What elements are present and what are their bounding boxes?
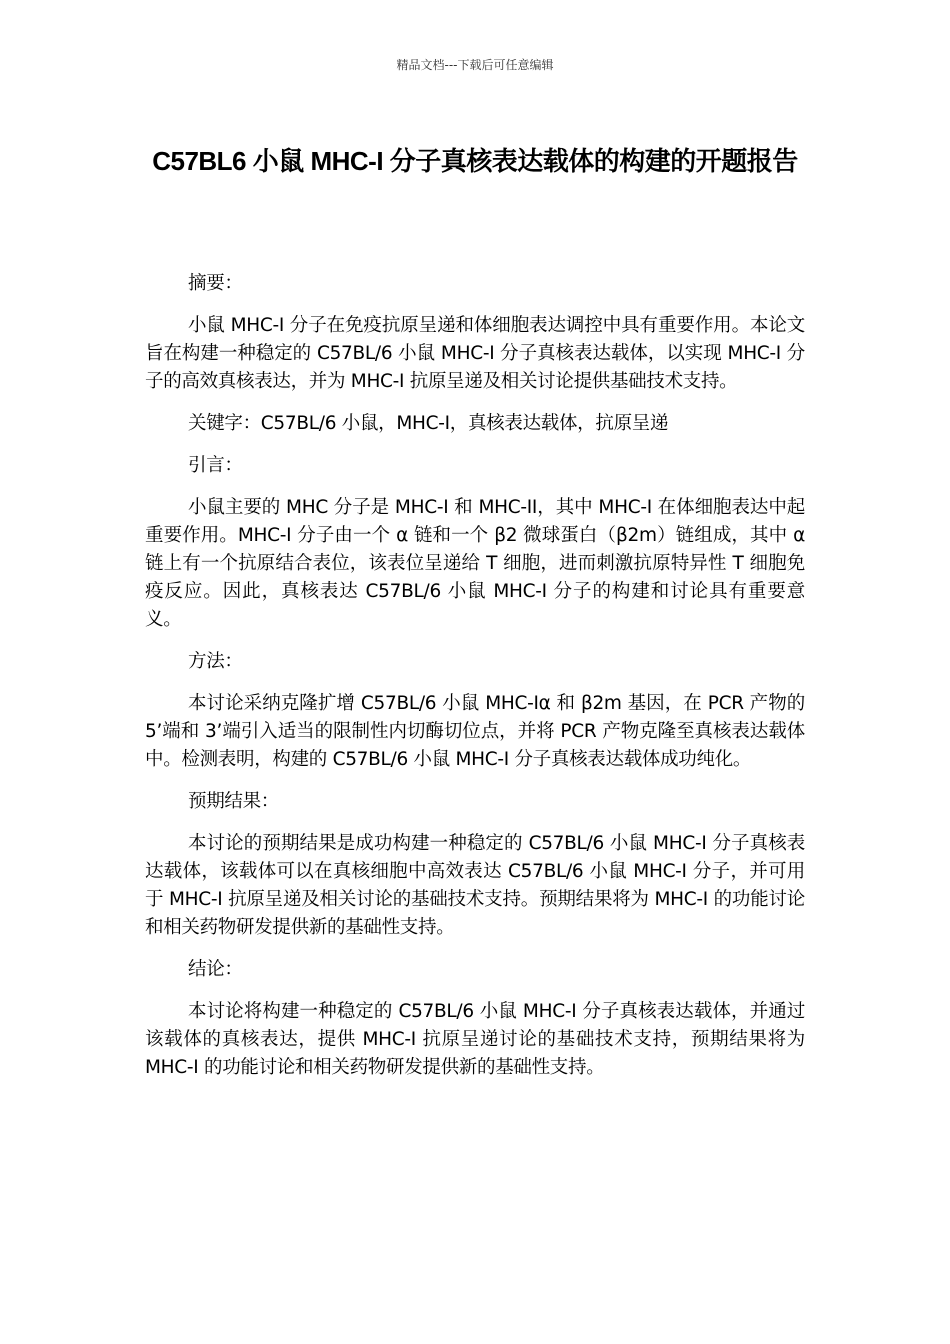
conclusion-paragraph: 本讨论将构建一种稳定的 C57BL/6 小鼠 MHC-I 分子真核表达载体，并通过该载体的真核表达，提供 MHC-I 抗原呈递讨论的基础技术支持，预期结果将为 MHC-I 的功能讨论和相关药物研发提供新的基础性支持。 (145, 1001, 805, 1078)
introduction-paragraph: 小鼠主要的 MHC 分子是 MHC-I 和 MHC-II，其中 MHC-I 在体细胞表达中起重要作用。MHC-I 分子由一个 α 链和一个 β2 微球蛋白（β2m）链组成，其中 α 链上有一个抗原结合表位，该表位呈递给 T 细胞，进而刺激抗原特异性 T 细胞免疫反应。因此，真核表达 C57BL/6 小鼠 MHC-I 分子的构建和讨论具有重要意义。 (145, 497, 805, 630)
conclusion-heading: 结论： (188, 959, 243, 980)
document-title: C57BL6 小鼠 MHC-I 分子真核表达载体的构建的开题报告 (152, 146, 798, 176)
abstract-paragraph: 小鼠 MHC-I 分子在免疫抗原呈递和体细胞表达调控中具有重要作用。本论文旨在构建一种稳定的 C57BL/6 小鼠 MHC-I 分子真核表达载体，以实现 MHC-I 分子的高效真核表达，并为 MHC-I 抗原呈递及相关讨论提供基础技术支持。 (145, 315, 805, 392)
keywords-line: 关键字：C57BL/6 小鼠，MHC-I，真核表达载体，抗原呈递 (188, 413, 669, 434)
document-body (145, 270, 805, 1096)
introduction-heading: 引言： (188, 455, 243, 476)
expected-results-paragraph: 本讨论的预期结果是成功构建一种稳定的 C57BL/6 小鼠 MHC-I 分子真核表达载体，该载体可以在真核细胞中高效表达 C57BL/6 小鼠 MHC-I 分子，并可用于 MHC-I 抗原呈递及相关讨论的基础技术支持。预期结果将为 MHC-I 的功能讨论和相关药物研发提供新的基础性支持。 (145, 833, 805, 938)
abstract-heading: 摘要： (188, 273, 243, 294)
page-header-note: 精品文档---下载后可任意编辑 (396, 58, 554, 72)
methods-paragraph: 本讨论采纳克隆扩增 C57BL/6 小鼠 MHC-Iα 和 β2m 基因，在 PCR 产物的 5’端和 3’端引入适当的限制性内切酶切位点，并将 PCR 产物克隆至真核表达载体中。检测表明，构建的 C57BL/6 小鼠 MHC-I 分子真核表达载体成功纯化。 (145, 693, 805, 770)
methods-heading: 方法： (188, 651, 243, 672)
expected-results-heading: 预期结果： (188, 791, 280, 812)
